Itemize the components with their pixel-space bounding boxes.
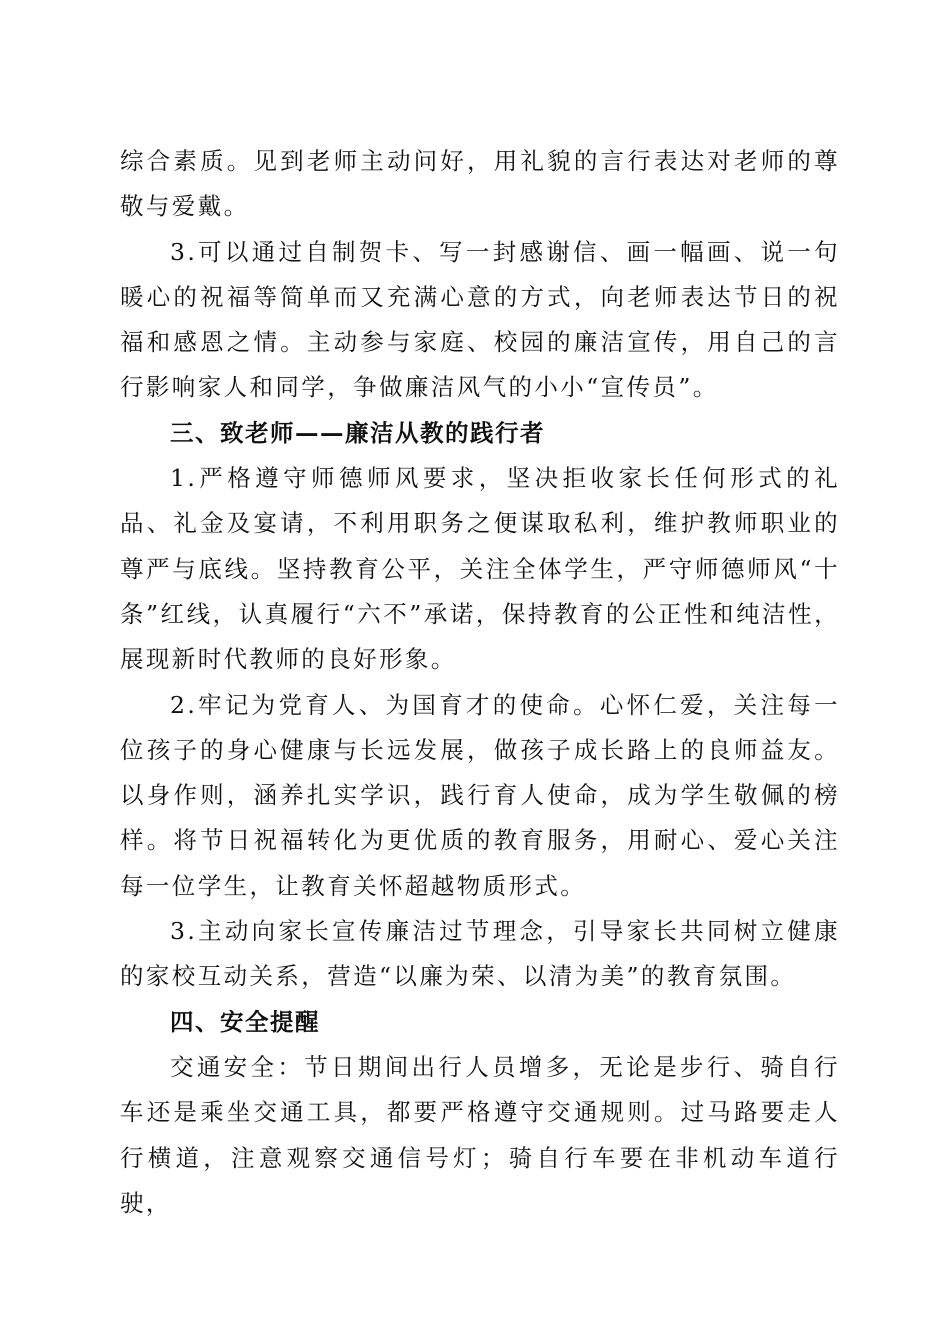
paragraph-item-2-teacher-mission: 2.牢记为党育人、为国育才的使命。心怀仁爱，关注每一位孩子的身心健康与长远发展，做孩子成长路上的良师益友。以身作则，涵养扎实学识，践行育人使命，成为学生敬佩的榜样。将节日祝福转化为更优质的教育服务，用耐心、爱心关注每一位学生，让教育关怀超越物质形式。 <box>120 690 840 900</box>
paragraph-item-3-greeting-methods: 3.可以通过自制贺卡、写一封感谢信、画一幅画、说一句暖心的祝福等简单而又充满心意的方式，向老师表达节日的祝福和感恩之情。主动参与家庭、校园的廉洁宣传，用自己的言行影响家人和同学，争做廉洁风气的小小“宣传员”。 <box>120 237 840 402</box>
paragraph-traffic-safety: 交通安全：节日期间出行人员增多，无论是步行、骑自行车还是乘坐交通工具，都要严格遵守交通规则。过马路要走人行横道，注意观察交通信号灯；骑自行车要在非机动车道行驶， <box>120 1052 840 1217</box>
paragraph-item-1-teacher-ethics: 1.严格遵守师德师风要求，坚决拒收家长任何形式的礼品、礼金及宴请，不利用职务之便谋取私利，维护教师职业的尊严与底线。坚持教育公平，关注全体学生，严守师德师风“十条”红线，认真履行“六不”承诺，保持教育的公正性和纯洁性，展现新时代教师的良好形象。 <box>120 464 840 674</box>
paragraph-item-3-parent-outreach: 3.主动向家长宣传廉洁过节理念，引导家长共同树立健康的家校互动关系，营造“以廉为荣、以清为美”的教育氛围。 <box>120 917 840 991</box>
paragraph-continuation: 综合素质。见到老师主动问好，用礼貌的言行表达对老师的尊敬与爱戴。 <box>120 147 840 221</box>
document-body <box>120 139 840 1226</box>
section-heading-teachers: 三、致老师——廉洁从教的践行者 <box>170 418 545 447</box>
section-heading-safety: 四、安全提醒 <box>170 1007 320 1036</box>
